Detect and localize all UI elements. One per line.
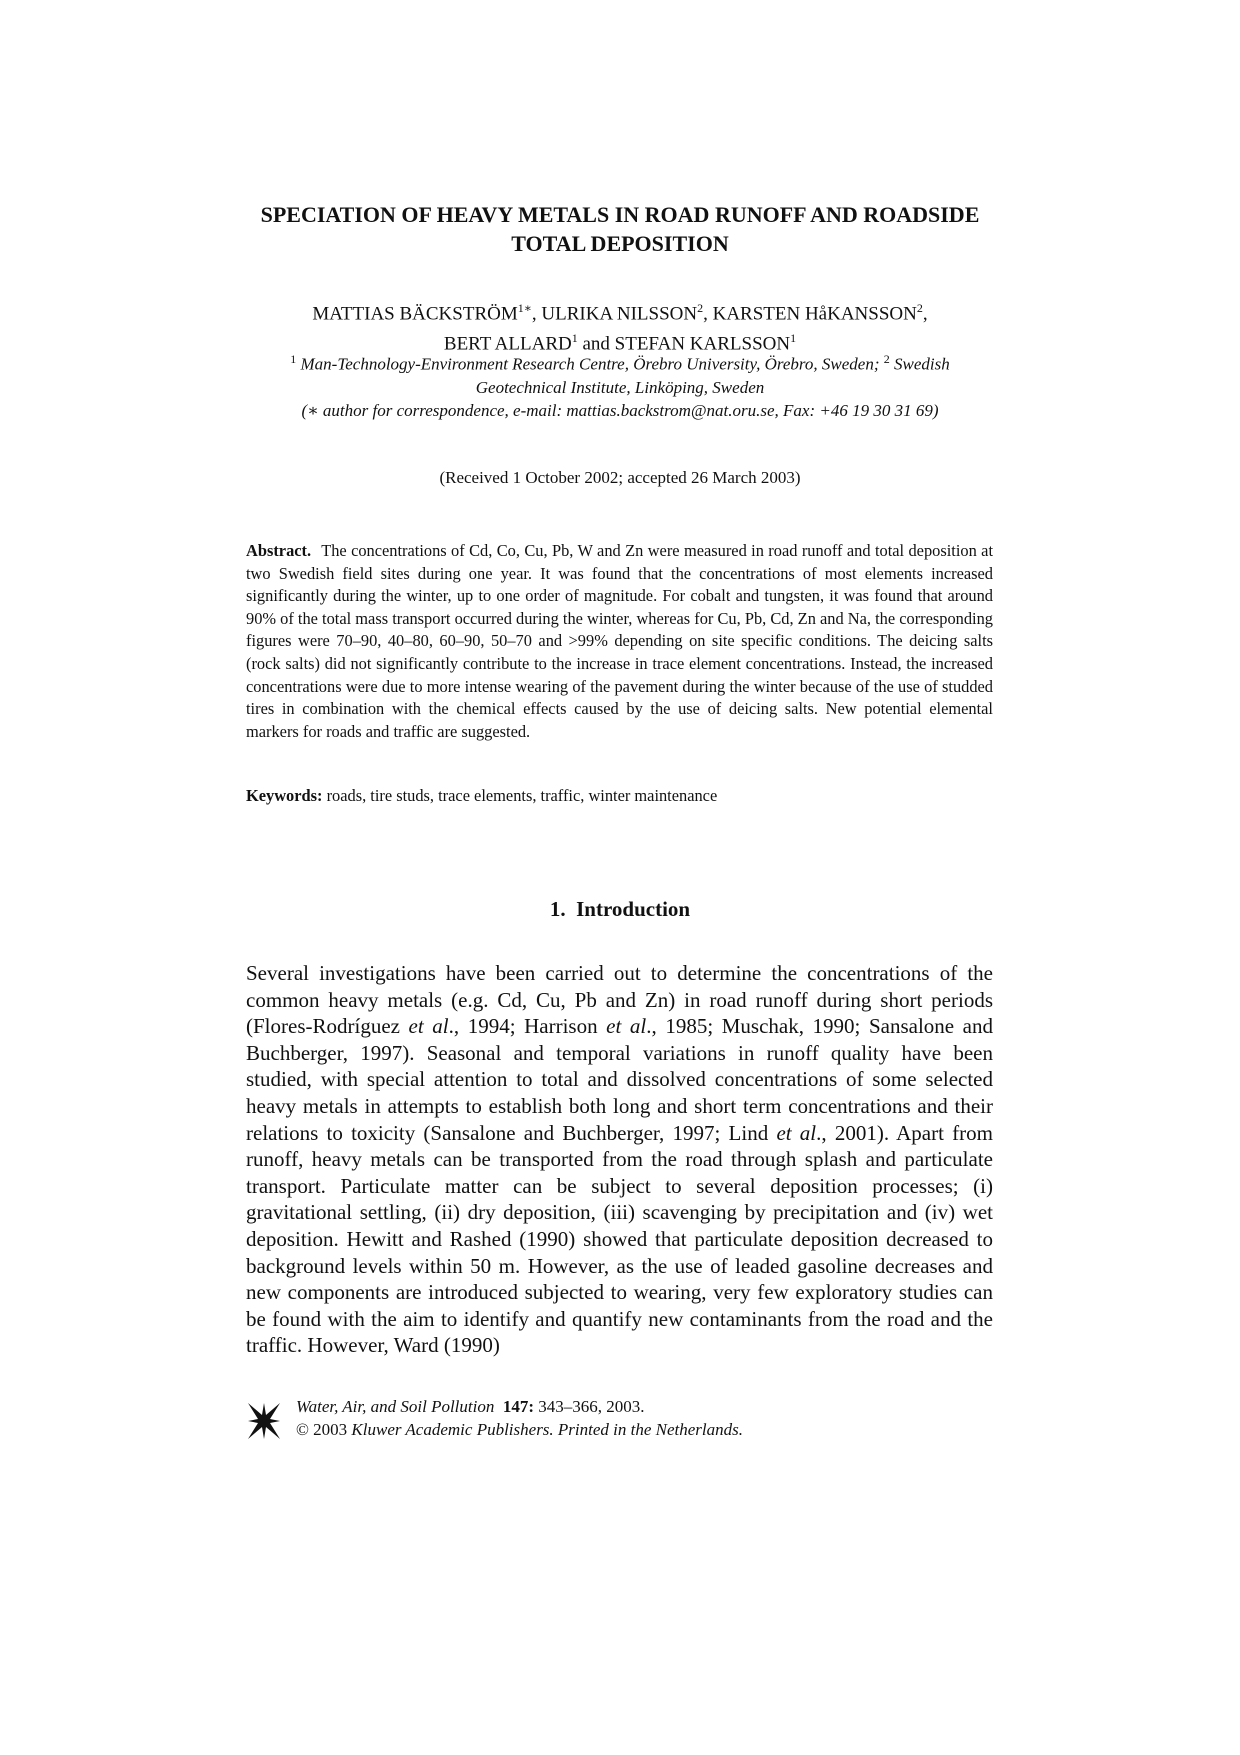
author-name: MATTIAS BÄCKSTRÖM <box>312 303 518 325</box>
affil-text: Swedish <box>894 354 950 374</box>
body-text-run: ., 1985; Muschak, 1990; Sansalone and Buchberger, 1997). Seasonal and temporal variations in runoff quality have been studied, with special attention to total and dissolved concentrations of some selected heavy metals in attempts to establish both long and short term concentrations and their relations to toxicity (Sansalone and Buchberger, 1997; Lind <box>246 1014 994 1145</box>
journal-name: Water, Air, and Soil Pollution <box>296 1397 495 1416</box>
body-text-run: Several investigations have been carried out to determine the concentrations of the common heavy metals (e.g. Cd, Cu, Pb and Zn) in road runoff during short periods (Flores-Rodríguez <box>246 961 993 1039</box>
journal-line-1 <box>296 1395 743 1418</box>
section-title: Introduction <box>576 897 691 921</box>
correspondence-note: (∗ author for correspondence, e-mail: mattias.backstrom@nat.oru.se, Fax: +46 19 30 31 69) <box>301 400 939 420</box>
keywords-text: roads, tire studs, trace elements, traffic, winter maintenance <box>326 786 718 805</box>
author-and: and <box>582 333 610 355</box>
journal-volume: 147: <box>502 1397 535 1416</box>
author-name: BERT ALLARD <box>443 333 572 355</box>
author-sup: 2 <box>697 301 704 315</box>
keywords <box>246 786 993 806</box>
affiliation-line-2: Geotechnical Institute, Linköping, Sweden <box>475 377 765 397</box>
publisher-logo-icon <box>246 1401 282 1441</box>
author-sup: 1∗ <box>517 301 532 315</box>
journal-pages: 343–366, 2003. <box>538 1397 645 1416</box>
paper-title <box>240 200 1000 258</box>
journal-footer <box>246 1395 846 1445</box>
author-sup: 2 <box>916 301 923 315</box>
author-line-1: MATTIAS $BÄCKSTRÖM^{1∗}$, ULRIKA NILSSON$^2$, KARSTEN HåKANSSON$^2$, <box>312 301 928 325</box>
abstract <box>246 540 993 743</box>
publisher: Kluwer Academic Publishers. Printed in the Netherlands. <box>351 1420 744 1439</box>
keywords-label: Keywords: <box>246 786 323 805</box>
body-text-run: ., 1994; Harrison <box>448 1014 607 1039</box>
body-text-run: ., 2001). Apart from runoff, heavy metals can be transported from the road through splash and particulate transport. Particulate matter can be subject to several deposition processes; (i) gravitational settling, (ii) dry deposition, (iii) scavenging by precipitation and (iv) wet deposition. Hewitt and Rashed (1990) showed that particulate deposition decreased to background levels within 50 m. However, as the use of leaded gasoline decreases and new components are introduced subjected to wearing, very few exploratory studies can be found with the aim to identify and quantify new contaminants from the road and the traffic. However, Ward (1990) <box>246 1120 993 1358</box>
section-number: 1. <box>549 897 566 921</box>
author-name: ULRIKA NILSSON <box>541 303 698 325</box>
received-dates: (Received 1 October 2002; accepted 26 March 2003) <box>439 468 801 487</box>
introduction-paragraph <box>246 960 993 1359</box>
citation-etal: et al <box>606 1014 647 1039</box>
citation-etal: et al <box>408 1014 449 1039</box>
affiliations <box>230 348 1010 422</box>
abstract-text: The concentrations of Cd, Co, Cu, Pb, W and Zn were measured in road runoff and total deposition at two Swedish field sites during one year. It was found that the concentrations of most elements increased significantly during the winter, up to one order of magnitude. For cobalt and tungsten, it was found that around 90% of the total mass transport occurred during the winter, whereas for Cu, Pb, Cd, Zn and Na, the corresponding figures were 70–90, 40–80, 60–90, 50–70 and >99% depending on site specific conditions. The deicing salts (rock salts) did not significantly contribute to the increase in trace element concentrations. Instead, the increased concentrations were due to more intense wearing of the pavement during the winter because of the use of studded tires in combination with the chemical effects caused by the use of deicing salts. New potential elemental markers for roads and traffic are suggested. <box>246 541 993 741</box>
section-heading <box>240 897 1000 922</box>
author-sup: 1 <box>790 331 797 346</box>
citation-etal: et al <box>776 1120 817 1145</box>
author-name: KARSTEN HåKANSSON <box>712 303 917 325</box>
title-line-1: SPECIATION OF HEAVY METALS IN ROAD RUNOFF AND ROADSIDE <box>260 202 980 227</box>
affil-sup: 2 <box>883 352 890 366</box>
affil-sup: 1 <box>290 352 297 366</box>
author-sup: 1 <box>571 331 578 346</box>
affiliation-line-1 <box>230 348 1010 376</box>
abstract-label: Abstract. <box>246 541 312 560</box>
copyright: © 2003 <box>296 1420 348 1439</box>
title-line-2: TOTAL DEPOSITION <box>511 231 729 256</box>
journal-line-2 <box>296 1418 743 1441</box>
author-name: STEFAN KARLSSON <box>614 333 791 355</box>
journal-citation <box>296 1395 743 1441</box>
affil-text: Man-Technology-Environment Research Centre, Örebro University, Örebro, Sweden; <box>300 354 880 374</box>
